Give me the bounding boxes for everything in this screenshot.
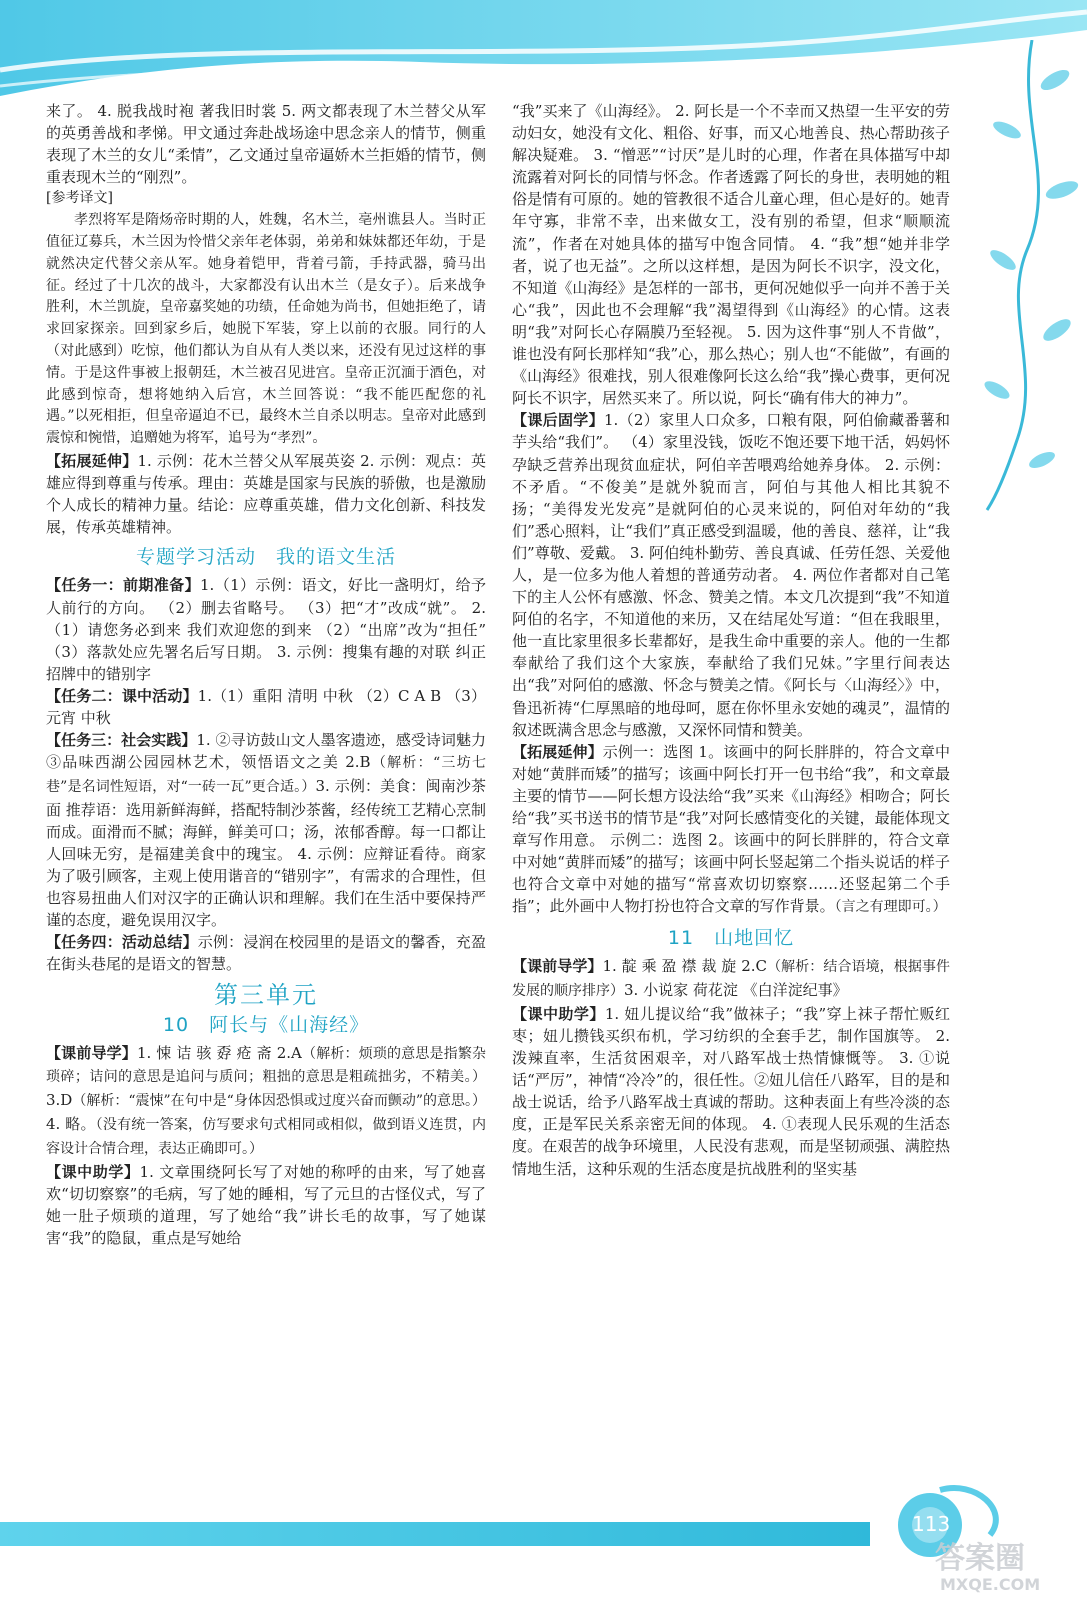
- answer-text: 3.D: [46, 1091, 73, 1110]
- site-watermark-logo: [880, 1480, 1080, 1595]
- l10-in-block: [46, 1161, 486, 1249]
- section-label: 【任务三：社会实践】: [46, 731, 197, 750]
- answer-text: 1. 悚 诘 骇 孬 疮 斋 2.A: [136, 1043, 302, 1062]
- vine-decoration: [937, 40, 1087, 520]
- answer-text: 1.（2）家里人口众多，口粮有限，阿伯偷藏番薯和芋头给“我们”。 （4）家里没钱，饭吃不饱还要下地干活，妈妈怀孕缺乏营养出现贫血症状，阿伯辛苦喂鸡给她养身体。 2. 示例：不矛盾。“不俊美”是就外貌而言，阿伯与其他人相比其貌不扬；“美得发光发亮”是就阿伯的心灵来说的，阿伯对年幼的“我们”悉心照料，让“我们”真正感受到温暖，他的善良、慈祥，让“我们”尊敬、爱戴。 3. 阿伯纯朴勤劳、善良真诚、任劳任怨、关爱他人，是一位多为他人着想的普通劳动者。 4. 两位作者都对自己笔下的主人公怀有感激、怀念、赞美之情。本文几次提到“我”不知道阿伯的名字，不知道他的来历，又在结尾处写道：“但在我眼里，他一直比家里很多长辈都好，是我生命中重要的亲人。他的一生都奉献给了我们这个大家族，奉献给了我们兄妹。”字里行间表达出“我”对阿伯的感激、怀念与赞美之情。《阿长与〈山海经〉》中，鲁迅祈祷“仁厚黑暗的地母呵，愿在你怀里永安她的魂灵”，温情的叙述既满含思念与感激，又深怀同情和赞美。: [512, 411, 950, 739]
- left-column: [46, 100, 486, 1249]
- explanation-note: （解析：烦琐的意思是指繁杂琐碎；诘问的意思是追问与质问；粗拙的意思是粗疏拙劣，不精美。）: [46, 1045, 486, 1086]
- answer-text: 3. 示例：美食：闽南沙茶面 推荐语：选用新鲜海鲜，搭配特制沙茶酱，经传统工艺精心烹制而成。面滑而不腻；海鲜，鲜美可口；汤，浓郁香醇。每一口都让人回味无穷，是福建美食中的瑰宝。 4. 示例：应辩证看待。商家为了吸引顾客，主观上使用谐音的“错别字”，有需求的合理性，但也容易扭曲人们对汉字的正确认识和理解。我们在生活中要保持严谨的态度，避免误用汉字。: [46, 776, 486, 930]
- answer-text: 1. ②寻访鼓山文人墨客遗迹，感受诗词魅力 ③品味西湖公园园林艺术，领悟语文之美: [46, 731, 486, 772]
- task1-block: [46, 574, 486, 684]
- extension-block: [46, 450, 486, 538]
- section-label: 【任务一：前期准备】: [46, 576, 200, 595]
- explanation-note: （解析：“三坊七巷”是名词性短语，对“一砖一瓦”更合适。）: [46, 755, 486, 795]
- section-label: 【拓展延伸】: [512, 742, 603, 761]
- answer-text: 4. 略。: [46, 1115, 96, 1134]
- right-column: [512, 100, 950, 1180]
- explanation-note: （解析：结合语境，根据事件发展的顺序排序）: [512, 959, 950, 1000]
- answer-text: 1. 文章围绕阿长写了对她的称呼的由来，写了她喜欢“切切察察”的毛病，写了她的睡相，写了元旦的古怪仪式，写了她一肚子烦琐的道理，写了她给“我”讲长毛的故事，写了她谋害“我”的隐鼠，重点是写她给: [46, 1162, 486, 1247]
- answer-text: 1. 妞儿提议给“我”做袜子；“我”穿上袜子帮忙贩红枣；妞儿攒钱买织布机，学习纺织的全套手艺，制作国旗等。 2. 泼辣直率，生活贫困艰辛，对八路军战士热情慷慨等。 3. ①说话“严厉”，神情“冷冷”的，很任性。②妞儿信任八路军，目的是和战士说话，给予八路军战士真诚的帮助。这种表面上有些冷淡的态度，正是军民关系亲密无间的体现。 4. ①表现人民乐观的生活态度。在艰苦的战争环境里，人民没有悲观，而是坚韧顽强、满腔热情地生活，这种乐观的生活态度是抗战胜利的坚实基: [512, 1004, 950, 1178]
- lesson-title: 10 阿长与《山海经》: [162, 1013, 370, 1036]
- continued-answer: 来了。 4. 脱我战时袍 著我旧时裳 5. 两文都表现了木兰替父从军的英勇善战和孝悌。甲文通过奔赴战场途中思念亲人的情节，侧重表现了木兰的女儿“柔情”，乙文通过皇帝逼娇木兰拒婚的情节，侧重表现木兰的“刚烈”。: [46, 102, 486, 187]
- section-label: 【任务二：课中活动】: [46, 686, 198, 705]
- explanation-note: （没有统一答案，仿写要求句式相同或相似，做到语义连贯，内容设计合情合理，表达正确即可。）: [46, 1117, 486, 1157]
- explanation-note: （言之有理即可。）: [834, 899, 947, 916]
- task2-block: [46, 685, 486, 729]
- unit-title: 第三单元: [214, 980, 318, 1009]
- extension-block: [512, 741, 950, 919]
- explanation-note: （解析：“震悚”在句中是“身体因恐惧或过度兴奋而颤动”的意思。）: [72, 1093, 486, 1110]
- section-title: 专题学习活动 我的语文生活: [135, 546, 396, 569]
- top-decorative-band: [0, 0, 1087, 100]
- reference-translation-label: [参考译文]: [46, 190, 113, 207]
- watermark-brand: 答案圈: [935, 1541, 1025, 1576]
- section-label: 【拓展延伸】: [46, 451, 138, 470]
- section-label: 【课前导学】: [46, 1043, 137, 1062]
- page-number: 113: [912, 1512, 951, 1536]
- answer-text: 1. 靛 乘 盈 襟 裁 旋 2.C: [602, 957, 767, 976]
- l10-pre-block: [46, 1042, 486, 1161]
- section-label: 【课中助学】: [512, 1004, 605, 1023]
- answer-text: 2.B: [345, 753, 371, 772]
- section-label: 【任务四：活动总结】: [46, 933, 198, 952]
- l11-pre-block: [512, 955, 950, 1003]
- answer-text: 3. 小说家 荷花淀 《白洋淀纪事》: [624, 981, 848, 1000]
- continued-answer: “我”买来了《山海经》。 2. 阿长是一个不幸而又热望一生平安的劳动妇女，她没有文化、粗俗、好事，而又心地善良、热心帮助孩子解决疑难。 3. “憎恶”“讨厌”是儿时的心理，作者在具体描写中却流露着对阿长的同情与怀念。作者透露了阿长的身世，表明她的粗俗是情有可原的。她的管教很不适合儿童心理，但心是好的。她青年守寡，非常不幸，出来做女工，没有别的希望，但求“顺顺流流”，作者在对她具体的描写中饱含同情。 4. “我”想“她并非学者，说了也无益”。之所以这样想，是因为阿长不识字，没文化，不知道《山海经》是怎样的一部书，更何况她似乎一向并不善于关心“我”，因此也不会理解“我”渴望得到《山海经》的心情。这表明“我”对阿长心存隔膜乃至轻视。 5. 因为这件事“别人不肯做”，谁也没有阿长那样知“我”心，那么热心；别人也“不能做”，有画的《山海经》很难找，别人很难像阿长这么给“我”操心费事，更何况阿长不识字，居然买来了。所以说，阿长“确有伟大的神力”。: [512, 102, 950, 408]
- section-label: 【课中助学】: [46, 1162, 140, 1181]
- answer-text: 1.（1）示例：语文，好比一盏明灯，给予人前行的方向。 （2）删去省略号。 （3）把“才”改成“就”。 2.（1）请您务必到来 我们欢迎您的到来 （2）“出席”改为“担任” （3）落款处应先署名后写日期。 3. 示例：搜集有趣的对联 纠正招牌中的错别字: [46, 576, 486, 683]
- answer-text: 1.（1）重阳 清明 中秋 （2）C A B （3）元宵 中秋: [46, 686, 486, 727]
- l11-in-block: [512, 1003, 950, 1180]
- watermark-site: MXQE.COM: [940, 1575, 1041, 1594]
- task4-block: [46, 931, 486, 975]
- task3-block: [46, 729, 486, 931]
- lesson-title: 11 山地回忆: [667, 927, 795, 950]
- answer-text: 示例：浸润在校园里的是语文的馨香，充盈在街头巷尾的是语文的智慧。: [46, 933, 486, 974]
- reference-translation: 孝烈将军是隋炀帝时期的人，姓魏，名木兰，亳州谯县人。当时正值征辽募兵，木兰因为怜惜父亲年老体弱，弟弟和妹妹都还年幼，于是就然决定代替父亲从军。她身着铠甲，背着弓箭，手持武器，骑马出征。经过了十几次的战斗，大家都没有认出木兰（是女子）。后来战争胜利，木兰凯旋，皇帝嘉奖她的功绩，任命她为尚书，但她拒绝了，请求回家探亲。回到家乡后，她脱下军装，穿上以前的衣服。同行的人（对此感到）吃惊，他们都认为自从有人类以来，还没有见过这样的事情。于是这件事被上报朝廷，木兰被召见进宫。皇帝正沉湎于酒色，对此感到惊奇，想将她纳入后宫，木兰回答说：“我不能匹配您的礼遇。”以死相拒，但皇帝逼迫不已，最终木兰自杀以明志。皇帝对此感到震惊和惋惜，追赠她为将军，追号为“孝烈”。: [46, 212, 486, 447]
- section-label: 【课后固学】: [512, 411, 604, 430]
- bottom-decorative-bar: [0, 1522, 870, 1546]
- post-study-block: [512, 409, 950, 740]
- answer-text: 1. 示例：花木兰替父从军展英姿 2. 示例：观点：英雄应得到尊重与传承。理由：英雄是国家与民族的骄傲，也是激励个人成长的精神力量。结论：应尊重英雄，借力文化创新、科技发展，传承英雄精神。: [46, 451, 486, 537]
- answer-text: 示例一：选图 1。该画中的阿长胖胖的，符合文章中对她“黄胖而矮”的描写；该画中阿长打开一包书给“我”，和文章最主要的情节——阿长想方设法给“我”买来《山海经》相吻合；阿长给“我”买书送书的情节是“我”对阿长感情变化的关键，最能体现文章写作用意。 示例二：选图 2。该画中的阿长胖胖的，符合文章中对她“黄胖而矮”的描写；该画中阿长竖起第二个指头说话的样子也符合文章中对她的描写“常喜欢切切察察……还竖起第二个手指”；此外画中人物打扮也符合文章的写作背景。: [512, 742, 950, 916]
- section-label: 【课前导学】: [512, 957, 603, 976]
